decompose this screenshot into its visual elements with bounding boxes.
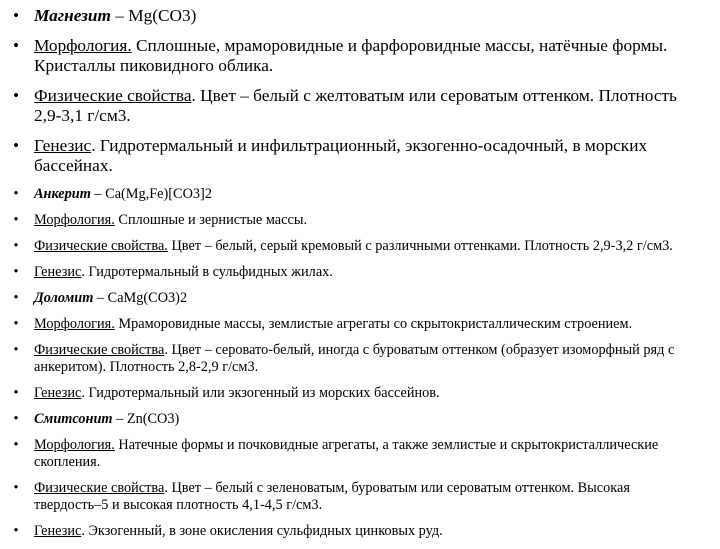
section-heading: Физические свойства. (34, 237, 168, 254)
mineral-name: Магнезит (34, 6, 111, 25)
bullet-icon: • (13, 479, 19, 496)
bullet-icon: • (13, 341, 19, 358)
list-item (10, 186, 700, 203)
section-text: . Гидротермальный или экзогенный из морских бассейнов. (81, 384, 440, 401)
bullet-icon: • (13, 289, 19, 306)
section-heading: Генезис (34, 384, 82, 401)
section-text: Цвет – белый, серый кремовый с различными оттенками. Плотность 2,9-3,2 г/см3. (167, 237, 673, 254)
bullet-icon: • (12, 35, 20, 55)
list-item (10, 437, 700, 471)
list-item (10, 6, 700, 27)
mineral-name: Анкерит (34, 185, 91, 202)
section-text: . Гидротермальный в сульфидных жилах. (81, 263, 333, 280)
list-item (10, 264, 700, 281)
bullet-icon: • (13, 315, 19, 332)
section-text: Сплошные, мраморовидные и фарфоровидные массы, натёчные формы. Кристаллы пиковидного облика. (34, 35, 668, 75)
section-heading: Физические свойства (34, 479, 165, 496)
list-item (10, 290, 700, 307)
list-item (10, 411, 700, 428)
list-item (10, 238, 700, 255)
list-item (10, 342, 700, 376)
mineral-formula: – CaMg(CO3)2 (93, 289, 188, 306)
list-item (10, 36, 700, 77)
list-item (10, 385, 700, 402)
bullet-icon: • (13, 522, 19, 539)
bullet-icon: • (12, 135, 20, 155)
bullet-icon: • (12, 6, 20, 25)
section-text: . Экзогенный, в зоне окисления сульфидных цинковых руд. (81, 522, 443, 539)
mineral-formula: – Ca(Mg,Fe)[CO3]2 (90, 185, 212, 202)
bullet-icon: • (13, 185, 19, 202)
list-item (10, 523, 700, 540)
list-item (10, 316, 700, 333)
mineral-formula: – Zn(CO3) (112, 410, 180, 427)
section-heading: Морфология. (34, 211, 115, 228)
list-item (10, 86, 700, 127)
section-heading: Генезис (34, 135, 92, 155)
list-item (10, 212, 700, 229)
mineral-name: Смитсонит (34, 410, 113, 427)
bullet-icon: • (13, 237, 19, 254)
mineral-name: Доломит (34, 289, 94, 306)
section-heading: Морфология. (34, 436, 115, 453)
section-heading: Физические свойства (34, 85, 192, 105)
bullet-list (10, 6, 700, 549)
section-text: Сплошные и зернистые массы. (114, 211, 308, 228)
section-text: Натечные формы и почковидные агрегаты, а также землистые и скрытокристаллические скопления. (34, 436, 659, 470)
section-heading: Генезис (34, 522, 82, 539)
section-heading: Генезис (34, 263, 82, 280)
mineral-formula: – Mg(CO3) (110, 6, 197, 25)
section-text: . Цвет – серовато-белый, иногда с буроватым оттенком (образует изоморфный ряд с анкеритом). Плотность 2,8-2,9 г/см3. (34, 341, 675, 375)
bullet-icon: • (13, 384, 19, 401)
section-text: Мраморовидные массы, землистые агрегаты со скрытокристаллическим строением. (114, 315, 633, 332)
section-heading: Морфология. (34, 315, 115, 332)
bullet-icon: • (13, 211, 19, 228)
list-item (10, 480, 700, 514)
list-item (10, 136, 700, 177)
section-text: . Цвет – белый с зеленоватым, буроватым или сероватым оттенком. Высокая твердость–5 и высокая плотность 4,1-4,5 г/см3. (34, 479, 630, 513)
bullet-icon: • (13, 263, 19, 280)
section-text: . Гидротермальный и инфильтрационный, экзогенно-осадочный, в морских бассейнах. (34, 135, 648, 175)
bullet-icon: • (13, 436, 19, 453)
section-heading: Физические свойства (34, 341, 165, 358)
bullet-icon: • (12, 85, 20, 105)
section-heading: Морфология. (34, 35, 132, 55)
section-text: . Цвет – белый с желтоватым или сероватым оттенком. Плотность 2,9-3,1 г/см3. (34, 85, 677, 125)
bullet-icon: • (13, 410, 19, 427)
